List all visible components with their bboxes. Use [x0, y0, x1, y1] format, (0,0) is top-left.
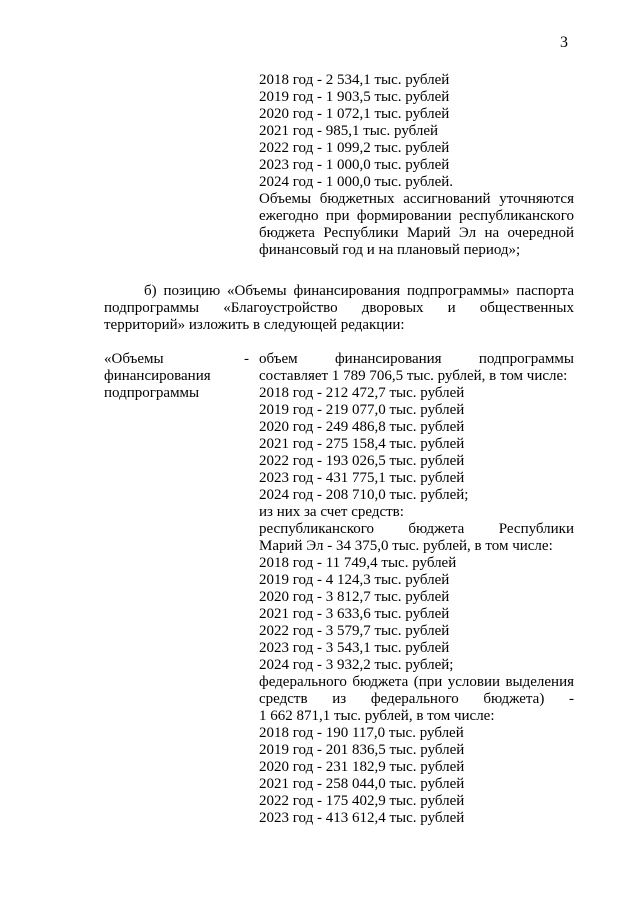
text-line: подпрограммы: [104, 385, 200, 401]
text-line: 2018 год - 212 472,7 тыс. рублей: [259, 385, 465, 401]
text-line: б) позицию «Объемы финансирования подпрограммы» паспорта: [144, 283, 574, 299]
text-line: территорий» изложить в следующей редакции:: [104, 317, 405, 333]
page-number: 3: [560, 34, 568, 51]
text-line: «Объемы: [104, 351, 164, 367]
position-label-column: [104, 351, 250, 402]
text-line: 2022 год - 3 579,7 тыс. рублей: [259, 623, 450, 639]
text-line: 2022 год - 1 099,2 тыс. рублей: [259, 140, 450, 156]
text-line: 2020 год - 1 072,1 тыс. рублей: [259, 106, 450, 122]
text-line: 2018 год - 2 534,1 тыс. рублей: [259, 72, 450, 88]
text-line: 2024 год - 208 710,0 тыс. рублей;: [259, 487, 469, 503]
paragraph-b: [104, 283, 574, 334]
text-line: 2018 год - 190 117,0 тыс. рублей: [259, 725, 464, 741]
text-line: финансирования: [104, 368, 211, 384]
text-line: 2018 год - 11 749,4 тыс. рублей: [259, 555, 457, 571]
text-line: из них за счет средств:: [259, 504, 404, 520]
text-line: 2020 год - 231 182,9 тыс. рублей: [259, 759, 465, 775]
text-line: 2021 год - 3 633,6 тыс. рублей: [259, 606, 450, 622]
text-line: 2021 год - 985,1 тыс. рублей: [259, 123, 439, 139]
text-line: 2022 год - 175 402,9 тыс. рублей: [259, 793, 465, 809]
text-line: 2021 год - 275 158,4 тыс. рублей: [259, 436, 465, 452]
text-line: ежегодно при формировании республиканского: [259, 208, 574, 224]
text-line: составляет 1 789 706,5 тыс. рублей, в том числе:: [259, 368, 568, 384]
text-line: 2019 год - 4 124,3 тыс. рублей: [259, 572, 450, 588]
text-line: 2024 год - 3 932,2 тыс. рублей;: [259, 657, 454, 673]
text-line: 2024 год - 1 000,0 тыс. рублей.: [259, 174, 454, 190]
text-line: федерального бюджета (при условии выделения: [259, 674, 574, 690]
text-line: 2023 год - 413 612,4 тыс. рублей: [259, 810, 465, 826]
text-line: Марий Эл - 34 375,0 тыс. рублей, в том числе:: [259, 538, 553, 554]
text-line: 2023 год - 3 543,1 тыс. рублей: [259, 640, 450, 656]
text-line: 2020 год - 249 486,8 тыс. рублей: [259, 419, 465, 435]
text-line: 2019 год - 219 077,0 тыс. рублей: [259, 402, 465, 418]
text-line: 2020 год - 3 812,7 тыс. рублей: [259, 589, 450, 605]
text-line: средств из федерального бюджета) -: [259, 691, 574, 707]
text-line: 2023 год - 1 000,0 тыс. рублей: [259, 157, 450, 173]
text-line: объем финансирования подпрограммы: [259, 351, 574, 367]
text-line: Объемы бюджетных ассигнований уточняются: [259, 191, 574, 207]
text-line: 1 662 871,1 тыс. рублей, в том числе:: [259, 708, 495, 724]
text-line: подпрограммы «Благоустройство дворовых и общественных: [104, 300, 574, 316]
separator-dash: -: [244, 351, 249, 367]
funding-continuation-block: [259, 72, 574, 259]
funding-details-column: [259, 351, 574, 827]
text-line: 2023 год - 431 775,1 тыс. рублей: [259, 470, 465, 486]
text-line: 2019 год - 201 836,5 тыс. рублей: [259, 742, 465, 758]
text-line: 2022 год - 193 026,5 тыс. рублей: [259, 453, 465, 469]
text-line: бюджета Республики Марий Эл на очередной: [259, 225, 574, 241]
text-line: республиканского бюджета Республики: [259, 521, 574, 537]
text-line: финансовый год и на плановый период»;: [259, 242, 521, 258]
text-line: 2021 год - 258 044,0 тыс. рублей: [259, 776, 465, 792]
text-line: 2019 год - 1 903,5 тыс. рублей: [259, 89, 450, 105]
